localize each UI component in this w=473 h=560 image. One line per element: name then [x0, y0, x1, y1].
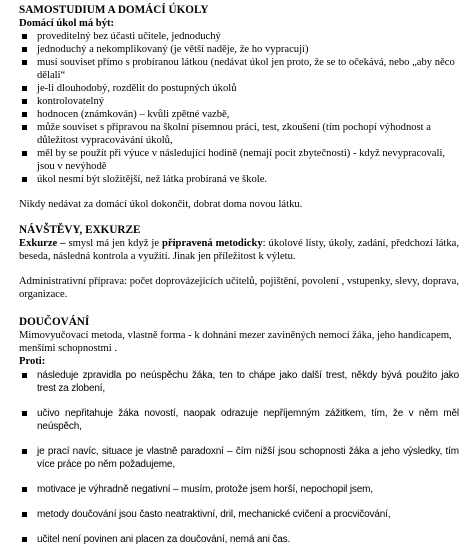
- list-item: měl by se použít při výuce v následující hodině (nemají pocit zbytečnosti) - když nevypracovali, jsou v nevýhodě: [19, 147, 459, 173]
- bullet-icon: [22, 512, 27, 517]
- section-excursions: [19, 224, 459, 301]
- list-item: musí souviset přímo s probíranou látkou (nedávat úkol jen proto, že se to očekává, nebo „aby něco dělali“: [19, 56, 459, 82]
- list-item: jednoduchý a nekomplikovaný (je větší naděje, že ho vypracují): [19, 43, 459, 56]
- section-title: NÁVŠTĚVY, EXKURZE: [19, 224, 141, 236]
- bullet-icon: [22, 177, 27, 182]
- list-item: kontrolovatelný: [19, 95, 459, 108]
- list-item: může souviset s přípravou na školní písemnou práci, test, zkoušení (tím pochopí výhodnost a důležitost vypracovávání úkolů,: [19, 121, 459, 147]
- bullet-icon: [22, 47, 27, 52]
- bullet-icon: [22, 151, 27, 156]
- bullet-icon: [22, 449, 27, 454]
- section-tutoring: [19, 316, 459, 546]
- section-subtitle: Domácí úkol má být:: [19, 18, 115, 29]
- list-item: proveditelný bez účasti učitele, jednoduchý: [19, 30, 459, 43]
- bullet-icon: [22, 537, 27, 542]
- section-title: DOUČOVÁNÍ: [19, 316, 90, 328]
- excursion-paragraph: Exkurze – smysl má jen když je připravená metodicky: úkolové listy, úkoly, zadání, předchozí látka, beseda, následná kontrola a využití. Jinak jen příležitost k výletu.: [19, 238, 459, 262]
- bullet-icon: [22, 411, 27, 416]
- bullet-icon: [22, 99, 27, 104]
- homework-note: Nikdy nedávat za domácí úkol dokončit, dobrat doma novou látku.: [19, 199, 303, 210]
- admin-paragraph: Administrativní příprava: počet doprovázejících učitelů, pojištění, povolení , vstupenky, slevy, doprava, organizace.: [19, 276, 459, 300]
- bullet-icon: [22, 487, 27, 492]
- list-item: motivace je výhradně negativní – musím, protože jsem horší, nepochopil jsem,: [19, 483, 459, 496]
- bullet-icon: [22, 86, 27, 91]
- list-item: metody doučování jsou často neatraktivní, dril, mechanické cvičení a procvičování,: [19, 508, 459, 521]
- bullet-icon: [22, 34, 27, 39]
- section-homework: [19, 4, 459, 211]
- bullet-icon: [22, 112, 27, 117]
- list-item: učitel není povinen ani placen za doučování, nemá ani čas.: [19, 533, 459, 546]
- proti-label: Proti:: [19, 356, 46, 367]
- list-item: učivo nepřitahuje žáka novostí, naopak odrazuje nepříjemným zážitkem, tím, že v něm měl neúspěch,: [19, 407, 459, 433]
- section-title: SAMOSTUDIUM A DOMÁCÍ ÚKOLY: [19, 4, 209, 16]
- list-item: úkol nesmí být složitější, než látka probíraná ve škole.: [19, 173, 459, 186]
- bullet-icon: [22, 125, 27, 130]
- list-item: je-li dlouhodobý, rozdělit do postupných úkolů: [19, 82, 459, 95]
- tutoring-intro: Mimovyučovací metoda, vlastně forma - k dohnání mezer zaviněných nemocí žáka, jeho handicapem, menšími schopnostmi .: [19, 330, 452, 354]
- list-item: následuje zpravidla po neúspěchu žáka, ten to chápe jako další trest, někdy bývá použito jako trest za zlobení,: [19, 369, 459, 395]
- list-item: hodnocen (známkován) – kvůli zpětné vazbě,: [19, 108, 459, 121]
- bullet-icon: [22, 373, 27, 378]
- bullet-icon: [22, 60, 27, 65]
- list-item: je prací navíc, situace je vlastně paradoxní – čím nižší jsou schopnosti žáka a jeho výsledky, tím více práce po něm požadujeme,: [19, 445, 459, 471]
